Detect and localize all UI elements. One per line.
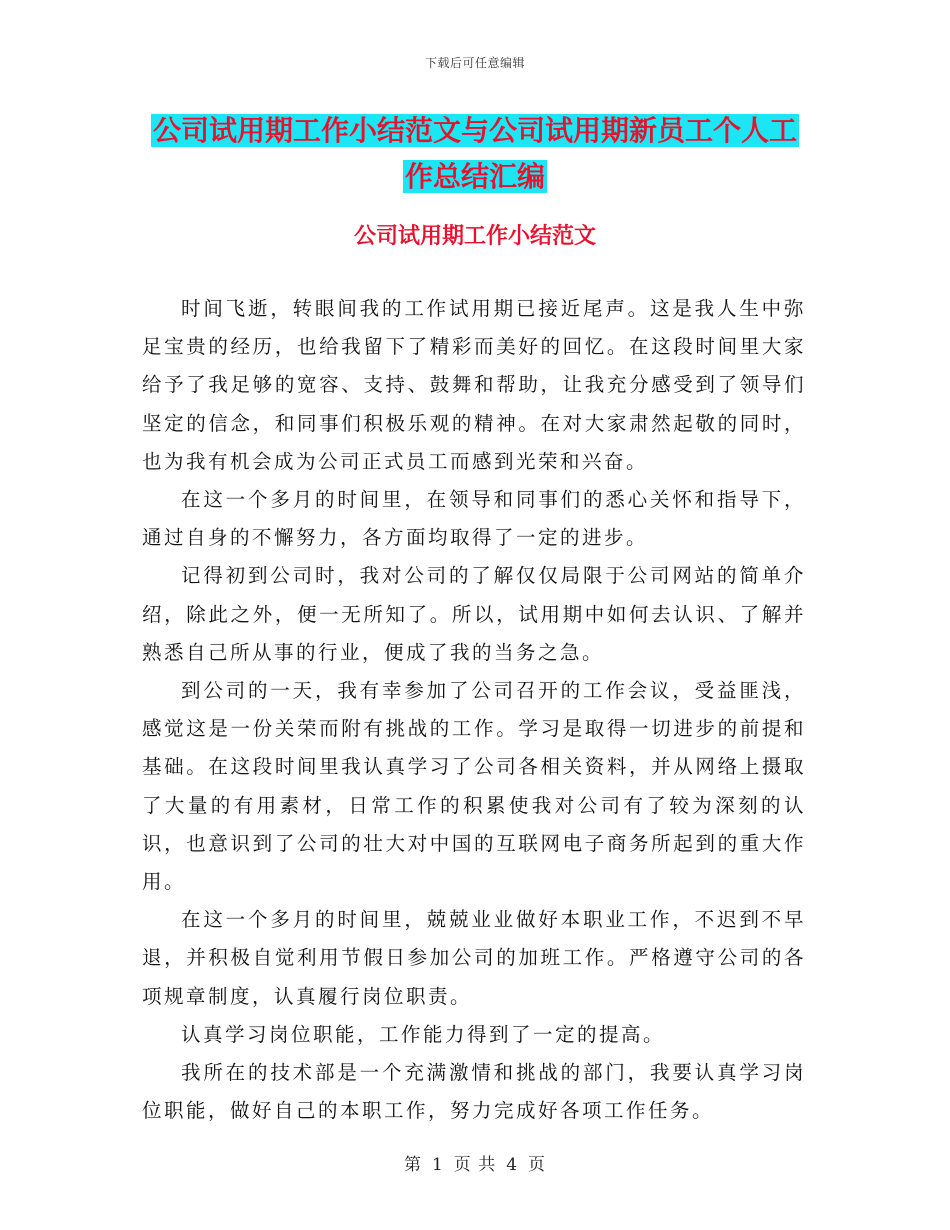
paragraph: 在这一个多月的时间里，在领导和同事们的悉心关怀和指导下，通过自身的不懈努力，各方面均取得了一定的进步。 [142,488,806,550]
paragraph: 记得初到公司时，我对公司的了解仅仅局限于公司网站的简单介绍，除此之外，便一无所知了。所以，试用期中如何去认识、了解并熟悉自己所从事的行业，便成了我的当务之急。 [142,564,806,664]
paragraph: 到公司的一天，我有幸参加了公司召开的工作会议，受益匪浅，感觉这是一份关荣而附有挑战的工作。学习是取得一切进步的前提和基础。在这段时间里我认真学习了公司各相关资料，并从网络上摄取了大量的有用素材，日常工作的积累使我对公司有了较为深刻的认识，也意识到了公司的壮大对中国的互联网电子商务所起到的重大作用。 [142,679,806,894]
document-title-line-2: 作总结汇编 [404,160,545,193]
body-text [142,290,806,1130]
paragraph: 认真学习岗位职能，工作能力得到了一定的提高。 [181,1022,666,1046]
page-footer [0,1150,950,1175]
header-note: 下载后可任意编辑 [424,56,525,70]
footer-prefix: 第 [403,1155,422,1175]
page-number-current: 1 [431,1155,444,1175]
document-title-line-1: 公司试用期工作小结范文与公司试用期新员工个人工 [152,114,797,147]
footer-suffix: 页 [528,1155,547,1175]
footer-mid: 页 共 [453,1155,497,1175]
paragraph: 在这一个多月的时间里，兢兢业业做好本职业工作，不迟到不早退，并积极自觉利用节假日参加公司的加班工作。严格遵守公司的各项规章制度，认真履行岗位职责。 [142,908,806,1008]
section-title: 公司试用期工作小结范文 [353,223,596,249]
paragraph: 时间飞逝，转眼间我的工作试用期已接近尾声。这是我人生中弥足宝贵的经历，也给我留下了精彩而美好的回忆。在这段时间里大家给予了我足够的宽容、支持、鼓舞和帮助，让我充分感受到了领导们坚定的信念，和同事们积极乐观的精神。在对大家肃然起敬的同时，也为我有机会成为公司正式员工而感到光荣和兴奋。 [142,297,806,473]
document-title [130,108,820,200]
paragraph: 我所在的技术部是一个充满激情和挑战的部门，我要认真学习岗位职能，做好自己的本职工作，努力完成好各项工作任务。 [142,1061,806,1123]
page-number-total: 4 [506,1155,519,1175]
